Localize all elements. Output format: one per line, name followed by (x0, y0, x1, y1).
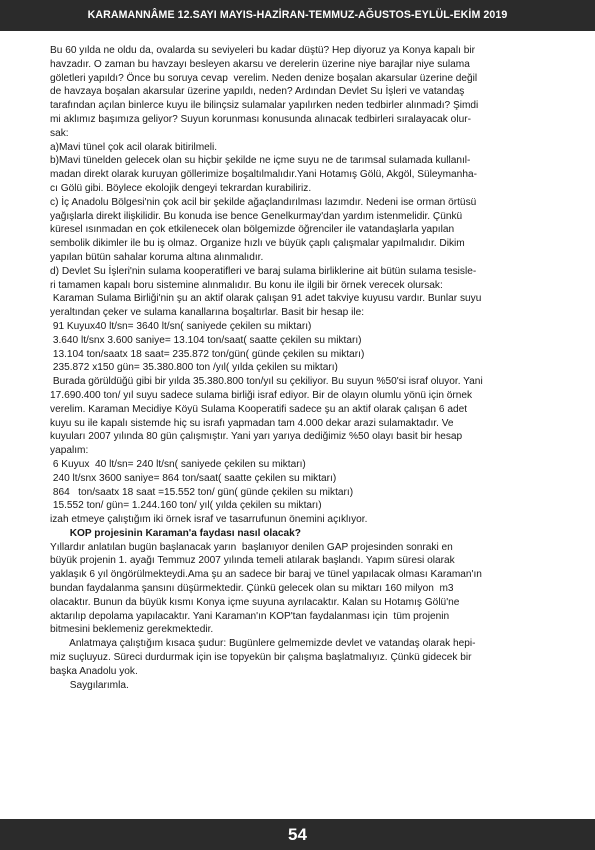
paragraph-line: 864 ton/saatx 18 saat =15.552 ton/ gün( günde çekilen su miktarı) (50, 486, 354, 498)
paragraph-line: bundan faydalanma şansını düşürmektedir. Çünkü gelecek olan su miktarı 160 milyon m3 (50, 583, 454, 595)
paragraph-line: yeraltından çeker ve sulama kanallarına boşaltırlar. Basit bir hesap ile: (50, 307, 365, 319)
paragraph-line: sembolik dikimler ile bu iş olmaz. Organize hızlı ve büyük çaplı çalışmalar yapılmalıdır. Dikim (50, 238, 465, 250)
paragraph-line: a)Mavi tünel çok acil olarak bitirilmeli. (50, 141, 218, 153)
paragraph-line: 91 Kuyux40 lt/sn= 3640 lt/sn( saniyede çekilen su miktarı) (50, 320, 312, 332)
paragraph-line: başka Anadolu yok. (50, 665, 138, 677)
paragraph-line: yağışlarla direkt ilişkilidir. Bu konuda ise bence Genelkurmay'dan yardım istenmelidir. Çünkü (50, 210, 463, 222)
footer-bar (0, 819, 595, 850)
paragraph-line: b)Mavi tünelden gelecek olan su hiçbir şekilde ne içme suyu ne de tarımsal sulamada kullanıl- (50, 155, 471, 167)
paragraph-line: bitmesini beklemeniz gerekmektedir. (50, 624, 214, 636)
page-number: 54 (288, 825, 307, 844)
paragraph-line: Saygılarımla. (50, 679, 129, 691)
paragraph-line: küresel ısınmadan en çok etkilenecek olan bölgemizde öğrenciler ile vatandaşlarla yapılan (50, 224, 455, 236)
paragraph-line: c) İç Anadolu Bölgesi'nin çok acil bir şekilde ağaçlandırılması lazımdır. Nedeni ise orman örtüsü (50, 196, 477, 208)
paragraph-line: Karaman Sulama Birliği'nin şu an aktif olarak çalışan 91 adet takviye kuyusu vardır. Bunlar suyu (50, 293, 482, 305)
paragraph-line: de havzaya boşalan akarsular üzerine yapıldı, neden? Ardından Devlet Su İşleri ve vatandaş (50, 86, 465, 98)
article-body (50, 44, 553, 692)
paragraph-line: havzadır. O zaman bu havzayı besleyen akarsu ve derelerin üzerine niye barajlar niye sulama (50, 58, 470, 70)
paragraph-line: Burada görüldüğü gibi bir yılda 35.380.800 ton/yıl su çekiliyor. Bu suyun %50'si israf oluyor. Yani (50, 376, 483, 388)
paragraph-line: Anlatmaya çalıştığım kısaca şudur: Bugünlere gelmemizde devlet ve vatandaş olarak hepi- (50, 638, 476, 650)
paragraph-line: yapılan bütün sahalar koruma altına alınmalıdır. (50, 251, 264, 263)
paragraph-line: cı Gölü gibi. Böylece ekolojik dengeyi tekrardan kurabiliriz. (50, 182, 312, 194)
paragraph-line: kuyuları 2007 yılında 80 gün çalışmıştır. Yani yarı yarıya dediğimiz %50 olayı basit bir hesap (50, 431, 463, 443)
paragraph-line: madan direkt olarak kuruyan göllerimize boşaltılmalıdır.Yani Hotamış Gölü, Akgöl, Süleymanha- (50, 169, 477, 181)
paragraph-line: izah etmeye çalıştığım iki örnek israf ve tasarrufunun önemini açıklıyor. (50, 514, 368, 526)
paragraph-line: olacaktır. Bunun da büyük kısmı Konya içme suyuna ayrılacaktır. Kalan su Hotamış Gölü'ne (50, 596, 460, 608)
paragraph-line: miz suçluyuz. Süreci durdurmak için ise topyekün bir çalışma başlatmalıyız. Çünkü gidecek bir (50, 652, 472, 664)
paragraph-line: 235.872 x150 gün= 35.380.800 ton /yıl( yılda çekilen su miktarı) (50, 362, 338, 374)
paragraph-line: göletleri yapıldı? Önce bu soruya cevap verelim. Neden denize boşalan akarsular üzerine değil (50, 72, 478, 84)
paragraph-line: kuyu su ile kapalı sistemde hiç su israfı yapmadan tam 4.000 dekar arazi sulamaktadır. Ve (50, 417, 454, 429)
paragraph-line: 13.104 ton/saatx 18 saat= 235.872 ton/gün( günde çekilen su miktarı) (50, 348, 365, 360)
paragraph-line: 240 lt/snx 3600 saniye= 864 ton/saat( saatte çekilen su miktarı) (50, 472, 337, 484)
paragraph-line: verelim. Karaman Mecidiye Köyü Sulama Kooperatifi sadece şu an aktif olarak çalışan 6 adet (50, 403, 468, 415)
paragraph-line: ri tamamen kapalı boru sistemine alınmalıdır. Bu konu ile ilgili bir örnek verecek olursak: (50, 279, 443, 291)
paragraph-line: Bu 60 yılda ne oldu da, ovalarda su seviyeleri bu kadar düştü? Hep diyoruz ya Konya kapalı bir (50, 45, 475, 56)
paragraph-line: sak: (50, 127, 69, 139)
paragraph-line: yaklaşık 6 yıl öngörülmekteydi.Ama şu an sadece bir baraj ve tünel yapılacak olması Karaman'ın (50, 569, 482, 581)
paragraph-line: 15.552 ton/ gün= 1.244.160 ton/ yıl( yılda çekilen su miktarı) (50, 500, 322, 512)
paragraph-line: aktarılıp depolama yapılacaktır. Yani Karaman'ın KOP'tan faydalanması için tüm projenin (50, 610, 450, 622)
section-heading: KOP projesinin Karaman'a faydası nasıl olacak? (50, 527, 301, 539)
paragraph-line: 17.690.400 ton/ yıl suyu sadece sulama birliği israf ediyor. Bir de olayın olumlu yönü için örnek (50, 389, 473, 401)
paragraph-line: d) Devlet Su İşleri'nin sulama kooperatifleri ve baraj sulama birliklerine ait bütün sulama tesisle- (50, 265, 477, 277)
journal-header-bar (0, 0, 595, 31)
paragraph-line: 6 Kuyux 40 lt/sn= 240 lt/sn( saniyede çekilen su miktarı) (50, 458, 306, 470)
paragraph-line: yapalım: (50, 445, 89, 457)
paragraph-line: 3.640 lt/snx 3.600 saniye= 13.104 ton/saat( saatte çekilen su miktarı) (50, 334, 362, 346)
paragraph-line: Yıllardır anlatılan bugün başlanacak yarın başlanıyor denilen GAP projesinden sonraki en (50, 541, 453, 553)
paragraph-line: mi aklımız başımıza geliyor? Suyun korunması konusunda alınacak tedbirleri sıralayacak olur- (50, 113, 471, 125)
journal-title: KARAMANNÂME 12.SAYI MAYIS-HAZİRAN-TEMMUZ-AĞUSTOS-EYLÜL-EKİM 2019 (87, 9, 508, 21)
paragraph-line: büyük projenin 1. ayağı Temmuz 2007 yılında temeli atılarak başlandı. Yapım süresi olarak (50, 555, 455, 567)
paragraph-line: tarafından açılan binlerce kuyu ile bilinçsiz sulamalar yapılırken neden tedbirler alınmadı? Şimdi (50, 100, 479, 112)
